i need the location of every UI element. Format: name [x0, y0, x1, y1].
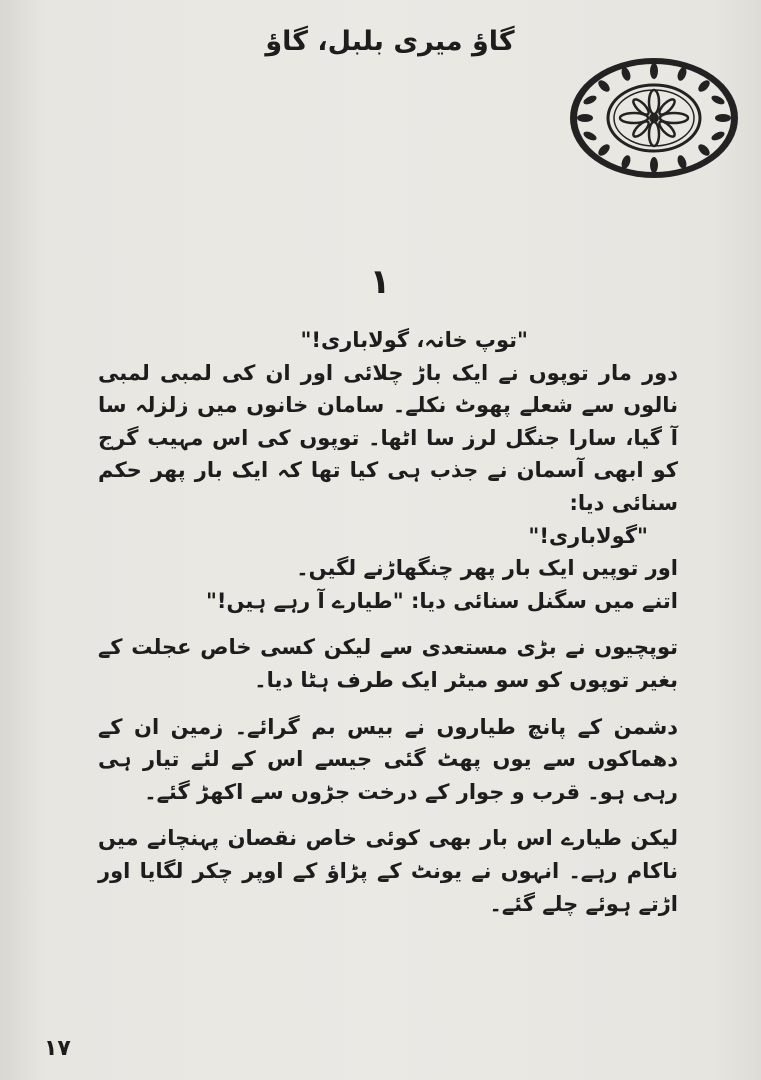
chapter-number: ۱ [369, 262, 391, 302]
paragraph: "توپ خانہ، گولاباری!" [300, 328, 528, 352]
paragraph: لیکن طیارے اس بار بھی کوئی خاص نقصان پہنچانے میں ناکام رہے۔ انہوں نے یونٹ کے پڑاؤ کے اوپر چکر لگایا اور اڑتے ہوئے چلے گئے۔ [98, 826, 678, 916]
paragraph: اور توپیں ایک بار پھر چنگھاڑنے لگیں۔ [296, 556, 678, 581]
running-title: گاؤ میری بلبل، گاؤ [265, 26, 515, 57]
chapter-body [98, 324, 708, 920]
paragraph: اتنے میں سگنل سنائی دیا: "طیارے آ رہے ہیں!" [205, 588, 678, 613]
paragraph: دشمن کے پانچ طیاروں نے بیس بم گرائے۔ زمین ان کے دھماکوں سے یوں پھٹ گئی جیسے اس کے لئے تیار ہی رہی ہو۔ قرب و جوار کے درخت جڑوں سے اکھڑ گئے۔ [98, 714, 678, 804]
mandala-ornament-icon [568, 56, 740, 180]
paragraph: توپچیوں نے بڑی مستعدی سے لیکن کسی خاص عجلت کے بغیر توپوں کو سو میٹر ایک طرف ہٹا دیا۔ [98, 635, 678, 692]
paragraph: "گولاباری!" [528, 523, 648, 548]
paragraph: دور مار توپوں نے ایک باڑ چلائی اور ان کی لمبی لمبی نالوں سے شعلے پھوٹ نکلے۔ سامان خانوں میں زلزلہ سا آ گیا، سارا جنگل لرز سا اٹھا۔ توپوں کی اس مہیب گرج کو ابھی آسمان نے جذب ہی کیا تھا کہ ایک بار پھر حکم سنائی دیا: [98, 360, 678, 515]
page-number: ۱۷ [44, 1036, 71, 1061]
